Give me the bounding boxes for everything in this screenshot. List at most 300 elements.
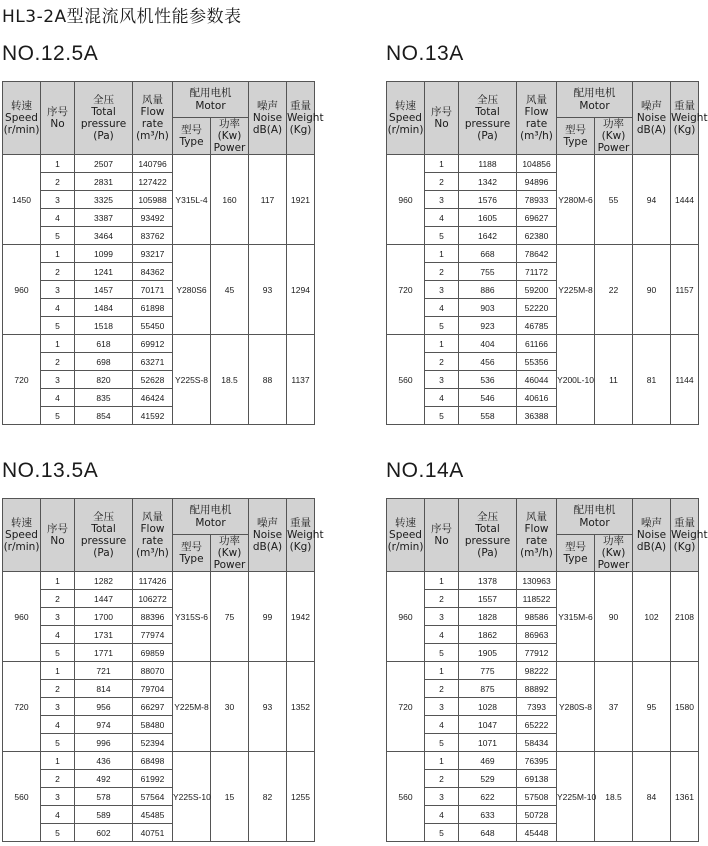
power-cell: 11 (595, 335, 633, 425)
header-flow-line: (m³/h) (520, 130, 553, 143)
pressure-cell: 698 (75, 353, 133, 371)
header-noise-line: Noise (252, 112, 283, 125)
no-cell: 1 (41, 662, 75, 680)
pressure-cell: 456 (459, 353, 517, 371)
header-pressure-line: (Pa) (93, 130, 114, 143)
power-cell: 15 (211, 752, 249, 842)
pressure-cell: 1099 (75, 245, 133, 263)
flow-cell: 69912 (133, 335, 173, 353)
header-noise (249, 82, 287, 155)
header-speed-line: Speed (389, 112, 422, 125)
table-row (3, 155, 315, 173)
pressure-cell: 1028 (459, 698, 517, 716)
flow-cell: 84362 (133, 263, 173, 281)
pressure-cell: 755 (459, 263, 517, 281)
power-cell: 37 (595, 662, 633, 752)
pressure-cell: 1241 (75, 263, 133, 281)
header-motor-line: 配用电机 (189, 504, 232, 517)
pressure-cell: 668 (459, 245, 517, 263)
table-row (3, 752, 315, 770)
flow-cell: 46044 (517, 371, 557, 389)
no-cell: 4 (41, 299, 75, 317)
no-cell: 3 (41, 371, 75, 389)
motor-type-cell: Y280S-8 (557, 662, 595, 752)
header-power-line: Power (213, 142, 246, 155)
header-row (3, 82, 315, 118)
block-2 (2, 457, 324, 842)
no-cell: 5 (41, 824, 75, 842)
flow-cell: 88892 (517, 680, 557, 698)
header-noise-line: Noise (252, 529, 283, 542)
no-cell: 2 (425, 173, 459, 191)
header-flow-line: rate (525, 535, 548, 548)
pressure-cell: 923 (459, 317, 517, 335)
motor-type-cell: Y225M-8 (557, 245, 595, 335)
header-type-line: Type (563, 136, 588, 149)
no-cell: 5 (425, 734, 459, 752)
pressure-cell: 875 (459, 680, 517, 698)
header-weight-line: 重量 (290, 517, 311, 529)
pressure-cell: 1071 (459, 734, 517, 752)
header-noise-line: dB(A) (636, 541, 667, 554)
flow-cell: 118522 (517, 590, 557, 608)
no-cell: 3 (41, 191, 75, 209)
pressure-cell: 1557 (459, 590, 517, 608)
no-cell: 1 (41, 155, 75, 173)
pressure-cell: 3387 (75, 209, 133, 227)
header-flow-line: (m³/h) (136, 547, 169, 560)
pressure-cell: 578 (75, 788, 133, 806)
no-cell: 1 (41, 752, 75, 770)
weight-cell: 1921 (287, 155, 315, 245)
header-flow-line: Flow (524, 106, 549, 119)
header-weight-line: 重量 (674, 100, 695, 112)
weight-cell: 1255 (287, 752, 315, 842)
flow-cell: 52628 (133, 371, 173, 389)
pressure-cell: 956 (75, 698, 133, 716)
weight-cell: 1352 (287, 662, 315, 752)
header-noise (633, 82, 671, 155)
header-noise-line: Noise (636, 529, 667, 542)
header-noise (249, 499, 287, 572)
header-motor-line: Motor (195, 99, 226, 112)
flow-cell: 50728 (517, 806, 557, 824)
pressure-cell: 469 (459, 752, 517, 770)
flow-cell: 45485 (133, 806, 173, 824)
header-noise-line: dB(A) (252, 541, 283, 554)
header-speed-line: (r/min) (3, 124, 40, 137)
no-cell: 3 (425, 191, 459, 209)
flow-cell: 78933 (517, 191, 557, 209)
flow-cell: 36388 (517, 407, 557, 425)
header-pressure-line: pressure (464, 535, 511, 548)
noise-cell: 117 (249, 155, 287, 245)
pressure-cell: 546 (459, 389, 517, 407)
header-type-line: 型号 (181, 124, 202, 137)
table-row (3, 662, 315, 680)
flow-cell: 58434 (517, 734, 557, 752)
motor-type-cell: Y315M-6 (557, 572, 595, 662)
pressure-cell: 903 (459, 299, 517, 317)
speed-cell: 960 (387, 155, 425, 245)
noise-cell: 93 (249, 662, 287, 752)
header-no (41, 499, 75, 572)
power-cell: 30 (211, 662, 249, 752)
header-weight (287, 82, 324, 155)
no-cell: 1 (425, 752, 459, 770)
no-cell: 2 (41, 680, 75, 698)
header-row (387, 82, 699, 118)
header-weight-line: Weight (287, 529, 324, 542)
header-type-line: Type (179, 136, 204, 149)
header-row (387, 499, 699, 535)
header-speed-line: (r/min) (387, 541, 424, 554)
pressure-cell: 854 (75, 407, 133, 425)
pressure-cell: 721 (75, 662, 133, 680)
pressure-cell: 1576 (459, 191, 517, 209)
no-cell: 4 (41, 716, 75, 734)
speed-cell: 560 (387, 752, 425, 842)
header-power-line: (Kw) (217, 130, 242, 143)
pressure-cell: 974 (75, 716, 133, 734)
no-cell: 4 (425, 806, 459, 824)
header-flow-line: rate (141, 118, 164, 131)
header-noise-line: dB(A) (252, 124, 283, 137)
header-pressure-line: pressure (80, 118, 127, 131)
pressure-cell: 1828 (459, 608, 517, 626)
header-no (41, 82, 75, 155)
header-flow-line: 风量 (142, 93, 163, 106)
header-type (557, 535, 595, 572)
flow-cell: 40616 (517, 389, 557, 407)
pressure-cell: 404 (459, 335, 517, 353)
header-flow-line: Flow (524, 523, 549, 536)
header-pressure-line: pressure (80, 535, 127, 548)
header-no (425, 82, 459, 155)
pressure-cell: 1047 (459, 716, 517, 734)
flow-cell: 61166 (517, 335, 557, 353)
no-cell: 2 (425, 770, 459, 788)
table-row (3, 572, 315, 590)
flow-cell: 88396 (133, 608, 173, 626)
table-row (387, 662, 699, 680)
header-flow (133, 499, 173, 572)
table-row (387, 572, 699, 590)
header-type-line: 型号 (565, 124, 586, 137)
motor-type-cell: Y225M-10 (557, 752, 595, 842)
pressure-cell: 436 (75, 752, 133, 770)
flow-cell: 69627 (517, 209, 557, 227)
flow-cell: 77974 (133, 626, 173, 644)
header-flow-line: Flow (140, 523, 165, 536)
header-pressure-line: (Pa) (477, 547, 498, 560)
speed-cell: 960 (387, 572, 425, 662)
header-type (557, 118, 595, 155)
speed-cell: 720 (387, 245, 425, 335)
pressure-cell: 1342 (459, 173, 517, 191)
page-title: HL3-2A型混流风机性能参数表 (2, 7, 242, 27)
pressure-cell: 3464 (75, 227, 133, 245)
no-cell: 1 (41, 335, 75, 353)
motor-type-cell: Y200L-10 (557, 335, 595, 425)
flow-cell: 66297 (133, 698, 173, 716)
header-type-line: Type (179, 553, 204, 566)
no-cell: 1 (41, 572, 75, 590)
header-flow-line: (m³/h) (136, 130, 169, 143)
flow-cell: 76395 (517, 752, 557, 770)
header-weight-line: (Kg) (289, 541, 312, 554)
noise-cell: 84 (633, 752, 671, 842)
header-power (211, 118, 249, 155)
flow-cell: 58480 (133, 716, 173, 734)
pressure-cell: 820 (75, 371, 133, 389)
header-power-line: Power (213, 559, 246, 572)
header-motor (173, 82, 249, 118)
no-cell: 4 (425, 626, 459, 644)
flow-cell: 70171 (133, 281, 173, 299)
motor-type-cell: Y225M-8 (173, 662, 211, 752)
flow-cell: 127422 (133, 173, 173, 191)
header-no (425, 499, 459, 572)
no-cell: 1 (425, 245, 459, 263)
header-flow-line: rate (525, 118, 548, 131)
pressure-cell: 648 (459, 824, 517, 842)
pressure-cell: 1700 (75, 608, 133, 626)
header-pressure-line: 全压 (93, 510, 114, 523)
flow-cell: 65222 (517, 716, 557, 734)
no-cell: 1 (425, 335, 459, 353)
pressure-cell: 835 (75, 389, 133, 407)
header-no-line: No (50, 535, 65, 548)
header-weight-line: 重量 (674, 517, 695, 529)
header-noise-line: 噪声 (257, 100, 278, 112)
header-weight-line: Weight (671, 112, 708, 125)
header-pressure (75, 82, 133, 155)
pressure-cell: 1905 (459, 644, 517, 662)
flow-cell: 105988 (133, 191, 173, 209)
header-speed-line: (r/min) (3, 541, 40, 554)
no-cell: 5 (41, 407, 75, 425)
motor-type-cell: Y225S-8 (173, 335, 211, 425)
flow-cell: 93217 (133, 245, 173, 263)
no-cell: 3 (425, 371, 459, 389)
flow-cell: 69138 (517, 770, 557, 788)
flow-cell: 78642 (517, 245, 557, 263)
motor-type-cell: Y315S-6 (173, 572, 211, 662)
pressure-cell: 1642 (459, 227, 517, 245)
header-motor-line: 配用电机 (573, 504, 616, 517)
flow-cell: 106272 (133, 590, 173, 608)
no-cell: 5 (425, 824, 459, 842)
header-noise-line: Noise (636, 112, 667, 125)
no-cell: 4 (425, 389, 459, 407)
pressure-cell: 775 (459, 662, 517, 680)
pressure-cell: 1188 (459, 155, 517, 173)
flow-cell: 117426 (133, 572, 173, 590)
header-speed-line: 转速 (11, 517, 32, 529)
header-motor-line: Motor (195, 516, 226, 529)
noise-cell: 82 (249, 752, 287, 842)
no-cell: 5 (425, 644, 459, 662)
flow-cell: 45448 (517, 824, 557, 842)
pressure-cell: 558 (459, 407, 517, 425)
pressure-cell: 1378 (459, 572, 517, 590)
noise-cell: 88 (249, 335, 287, 425)
header-speed-line: (r/min) (387, 124, 424, 137)
pressure-cell: 633 (459, 806, 517, 824)
weight-cell: 1361 (671, 752, 699, 842)
no-cell: 3 (425, 608, 459, 626)
no-cell: 5 (425, 407, 459, 425)
header-power-line: 功率 (603, 535, 624, 547)
no-cell: 4 (41, 626, 75, 644)
power-cell: 18.5 (211, 335, 249, 425)
no-cell: 5 (41, 317, 75, 335)
pressure-cell: 1484 (75, 299, 133, 317)
speed-cell: 720 (3, 335, 41, 425)
header-power-line: 功率 (219, 118, 240, 130)
header-flow (517, 82, 557, 155)
weight-cell: 1444 (671, 155, 699, 245)
header-power-line: 功率 (219, 535, 240, 547)
flow-cell: 46785 (517, 317, 557, 335)
pressure-cell: 1282 (75, 572, 133, 590)
table-row (387, 155, 699, 173)
spec-table (386, 498, 708, 842)
header-power-line: Power (597, 142, 630, 155)
noise-cell: 95 (633, 662, 671, 752)
no-cell: 5 (41, 734, 75, 752)
header-pressure-line: Total (475, 106, 500, 119)
flow-cell: 57508 (517, 788, 557, 806)
pressure-cell: 1457 (75, 281, 133, 299)
pressure-cell: 492 (75, 770, 133, 788)
no-cell: 3 (425, 788, 459, 806)
spec-table (2, 498, 324, 842)
pressure-cell: 1731 (75, 626, 133, 644)
weight-cell: 1144 (671, 335, 699, 425)
header-weight-line: Weight (671, 529, 708, 542)
pressure-cell: 618 (75, 335, 133, 353)
no-cell: 2 (425, 353, 459, 371)
block-0 (2, 40, 324, 425)
no-cell: 3 (425, 281, 459, 299)
model-title: NO.14A (386, 459, 464, 482)
header-motor (557, 499, 633, 535)
header-pressure-line: (Pa) (93, 547, 114, 560)
header-no-line: No (434, 535, 449, 548)
header-power-line: (Kw) (217, 547, 242, 560)
header-power-line: Power (597, 559, 630, 572)
no-cell: 1 (41, 245, 75, 263)
power-cell: 75 (211, 572, 249, 662)
header-speed-line: 转速 (11, 100, 32, 112)
header-speed (3, 499, 41, 572)
header-power (211, 535, 249, 572)
no-cell: 5 (41, 227, 75, 245)
flow-cell: 63271 (133, 353, 173, 371)
no-cell: 4 (41, 806, 75, 824)
noise-cell: 99 (249, 572, 287, 662)
flow-cell: 57564 (133, 788, 173, 806)
no-cell: 2 (41, 263, 75, 281)
no-cell: 5 (425, 317, 459, 335)
no-cell: 4 (41, 389, 75, 407)
header-pressure-line: 全压 (477, 510, 498, 523)
header-motor-line: 配用电机 (573, 87, 616, 100)
header-weight (287, 499, 324, 572)
power-cell: 90 (595, 572, 633, 662)
header-weight-line: (Kg) (673, 541, 696, 554)
no-cell: 2 (41, 353, 75, 371)
no-cell: 2 (41, 173, 75, 191)
no-cell: 1 (425, 662, 459, 680)
flow-cell: 98586 (517, 608, 557, 626)
noise-cell: 94 (633, 155, 671, 245)
pressure-cell: 886 (459, 281, 517, 299)
no-cell: 2 (41, 590, 75, 608)
header-motor-line: 配用电机 (189, 87, 232, 100)
noise-cell: 102 (633, 572, 671, 662)
flow-cell: 69859 (133, 644, 173, 662)
header-flow-line: rate (141, 535, 164, 548)
header-weight-line: Weight (287, 112, 324, 125)
header-noise-line: 噪声 (257, 517, 278, 529)
flow-cell: 98222 (517, 662, 557, 680)
no-cell: 3 (41, 281, 75, 299)
header-power-line: 功率 (603, 118, 624, 130)
motor-type-cell: Y280S6 (173, 245, 211, 335)
header-power (595, 535, 633, 572)
speed-cell: 560 (3, 752, 41, 842)
header-type-line: 型号 (181, 541, 202, 554)
no-cell: 3 (425, 698, 459, 716)
pressure-cell: 536 (459, 371, 517, 389)
flow-cell: 79704 (133, 680, 173, 698)
header-pressure-line: Total (91, 106, 116, 119)
flow-cell: 71172 (517, 263, 557, 281)
header-pressure-line: Total (475, 523, 500, 536)
header-weight (671, 82, 708, 155)
flow-cell: 77912 (517, 644, 557, 662)
header-power (595, 118, 633, 155)
no-cell: 1 (425, 155, 459, 173)
flow-cell: 40751 (133, 824, 173, 842)
header-flow-line: 风量 (526, 510, 547, 523)
flow-cell: 46424 (133, 389, 173, 407)
pressure-cell: 589 (75, 806, 133, 824)
motor-type-cell: Y315L-4 (173, 155, 211, 245)
header-speed (387, 499, 425, 572)
flow-cell: 88070 (133, 662, 173, 680)
weight-cell: 1137 (287, 335, 315, 425)
motor-type-cell: Y225S-10 (173, 752, 211, 842)
header-pressure (459, 499, 517, 572)
block-1 (386, 40, 708, 425)
flow-cell: 93492 (133, 209, 173, 227)
header-type-line: Type (563, 553, 588, 566)
speed-cell: 720 (387, 662, 425, 752)
pressure-cell: 3325 (75, 191, 133, 209)
model-title: NO.13.5A (2, 459, 99, 482)
no-cell: 4 (425, 209, 459, 227)
header-no-line: 序号 (47, 523, 68, 536)
header-motor (557, 82, 633, 118)
pressure-cell: 1771 (75, 644, 133, 662)
header-flow (517, 499, 557, 572)
header-speed-line: Speed (5, 529, 38, 542)
header-no-line: No (50, 118, 65, 131)
